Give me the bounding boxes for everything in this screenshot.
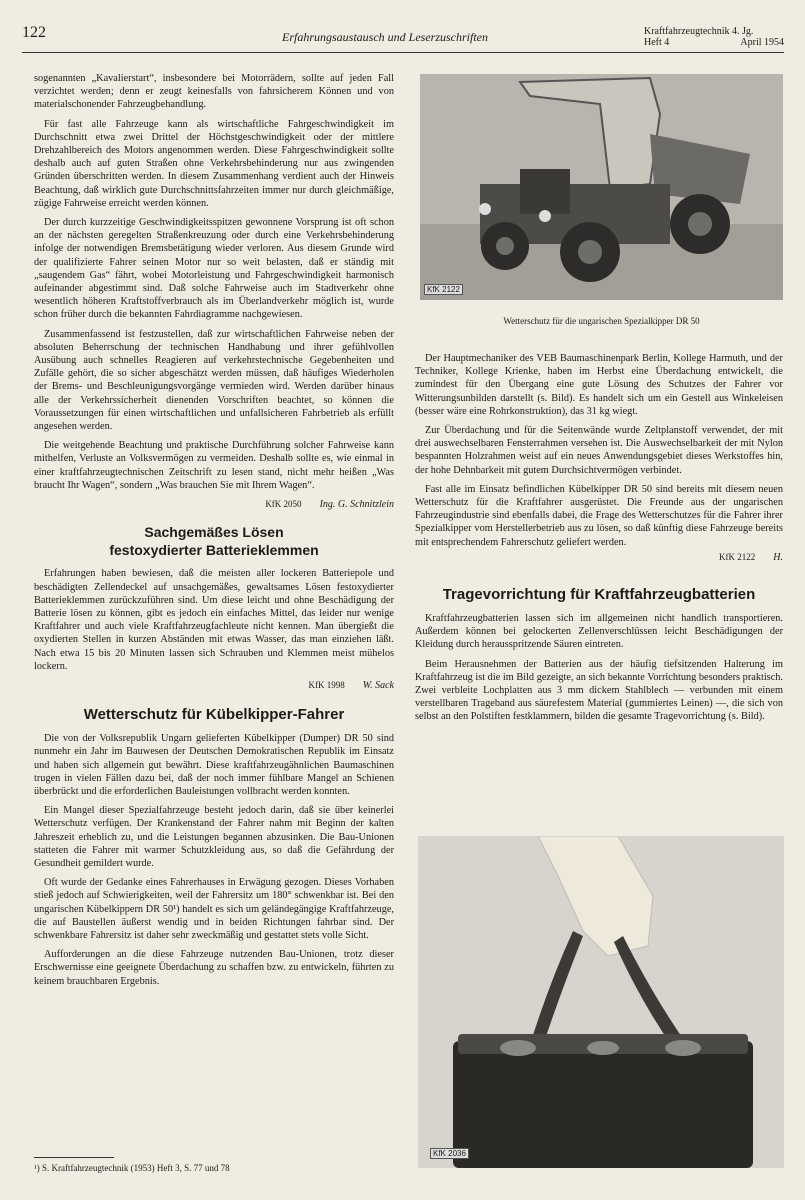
article-heading: Wetterschutz für Kübelkipper-Fahrer <box>83 706 345 724</box>
page-number: 122 <box>22 24 46 41</box>
signature <box>34 498 394 511</box>
signature <box>34 679 394 692</box>
paragraph: Der Hauptmechaniker des VEB Baumaschinenpark Berlin, Kollege Harmuth, und der Techniker, Kollege Krienke, haben im Herbst eine Überdachung entwickelt, die zumindest für den Übergang eine gute Lösung des Schutzes der Fahrer vor Witterungsunbilden darstellt (s. Bild). Es handelt sich um ein Gestell aus Winkeleisen (besser wäre eine Rohrkonstruktion), das 31 kg wiegt. <box>415 353 783 417</box>
paragraph: Die weitgehende Beachtung und praktische Durchführung solcher Fahrweise kann mithelfen, Verluste an Volksvermögen zu vermeiden. Deshalb sollte es, wie einmal in einer kraftfahrzeugtechnischen Zeitschrift zu lesen stand, nicht mehr heißen „Was braucht Ihr Wagen“, sondern „Was brauchen Sie mit Ihrem Wagen“. <box>34 440 394 491</box>
paragraph: Kraftfahrzeugbatterien lassen sich im allgemeinen nicht handlich transportieren. Außerdem können bei gelockerten Zellenverschlüssen leicht Beschädigungen der Kleidung durch herausspritzende Säuren eintreten. <box>415 613 783 651</box>
battery-photo <box>418 836 784 1168</box>
paragraph: Zusammenfassend ist festzustellen, daß zur wirtschaftlichen Fahrweise neben der absoluten Beherrschung der technischen Handhabung und ihrer gefühlvollen Ausübung auch schnelles Reagieren auf verkehrstechnische Gegebenheiten und Zufälle gehört, die so sicher abgeschätzt werden müssen, daß häufiges Wiederholen der Brems- und Beschleunigungsvorgänge vermieden wird. Werden darüber hinaus alle der Verkehrssicherheit dienenden Vorschriften beachtet, so können die Voraussetzungen für einen wirtschaftlichen und unfallsicheren Fahrbetrieb als erfüllt angesehen werden. <box>34 328 394 433</box>
paragraph: Der durch kurzzeitige Geschwindigkeitsspitzen gewonnene Vorsprung ist oft schon an der nächsten geregelten Straßenkreuzung oder durch eine Verkehrsbehinderung infolge der notwendigen Bremsbetätigung wieder verloren. Aus diesem Grunde wird der qualifizierte Fahrer seinen Motor nur so weit belasten, daß er ständig mit „saugendem Gas“ fährt, wobei Motorleistung und Fahrgeschwindigkeit harmonisch aufeinander abgestimmt sind. Daß solche Fahrweise auch im Stadtverkehr ohne wesentlich höheren Kraftstoffverbrauch als im Überlandverkehr möglich ist, wurde schon früher durch die bekannten Fahrdiagramme nachgewiesen. <box>34 217 394 321</box>
paragraph: Die von der Volksrepublik Ungarn gelieferten Kübelkipper (Dumper) DR 50 sind nunmehr ein Jahr im Bauwesen der Deutschen Demokratischen Republik im Einsatz und haben sich allgemein gut bewährt. Diese kraftfahrzeugähnlichen Baumaschinen trugen in vielen Fällen dazu bei, daß der noch immer fühlbare Mangel an Schienen überbrückt und die erforderlichen Bauleistungen vollbracht werden konnten. <box>34 733 394 797</box>
reference-code: KfK 2050 <box>265 499 302 510</box>
reference-code: KfK 1998 <box>308 679 345 690</box>
signature <box>415 551 783 564</box>
photo-label: KfK 2036 <box>430 1148 469 1159</box>
journal-issue: Heft 4 <box>644 37 670 48</box>
article-heading: Tragevorrichtung für Kraftfahrzeugbatterien <box>442 586 756 604</box>
photo-caption: Wetterschutz für die ungarischen Spezialkipper DR 50 <box>503 316 700 326</box>
footnote-rule <box>34 1157 114 1158</box>
left-column <box>34 72 394 994</box>
paragraph: Für fast alle Fahrzeuge kann als wirtschaftliche Fahrgeschwindigkeit im Durchschnitt etwa zwei Drittel der Höchstgeschwindigkeit oder der mittlere Drehzahlbereich des Motors angenommen werden. Diese Fahrgeschwindigkeit sollte deshalb auch auf guten Straßen ohne Verkehrsbehinderung nur aus zwingenden Gründen überschritten werden. In diesem Zusammenhang verdient auch der Hinweis Beachtung, daß wirklich gute Durchschnittsfahrzeiten immer nur durch gleichmäßige, zügige Fahrweise erreicht werden können. <box>34 118 394 209</box>
footnote: ¹) S. Kraftfahrzeugtechnik (1953) Heft 3, S. 77 und 78 <box>34 1163 230 1173</box>
dumper-illustration <box>420 74 783 300</box>
paragraph: Oft wurde der Gedanke eines Fahrerhauses in Erwägung gezogen. Dieses Vorhaben stieß jedoch auf Schwierigkeiten, weil der Fahrersitz um 180° schwenkbar ist. Bei den ungarischen Kübelkippern DR 50¹) handelt es sich um geländegängige Kraftfahrzeuge, die auf Baustellen äußerst wendig und in beiden Richtungen fahrbar sind. Der schwenkbare Fahrersitz ist daher sehr zweckmäßig und gestattet stets volle Sicht. <box>34 877 394 941</box>
paragraph: sogenannten „Kavalierstart“, insbesondere bei Motorrädern, sollte auf jeden Fall verzichtet werden; denn er zeugt keinesfalls von fahrsicherem Können und von materialschonender Fahrzeugbehandlung. <box>34 73 394 111</box>
paragraph: Erfahrungen haben bewiesen, daß die meisten aller lockeren Batteriepole und beschädigten Zellendeckel auf unsachgemäßes, gewaltsames Lösen festoxydierter Batterieklemmen zurückzuführen sind. Um diese leicht und ohne Beschädigung der Batterie lösen zu können, gibt es jedoch ein einfaches Mittel, das leider nur wenige Kraftfahrer und auch viele Kraftfahrzeugfachleute nicht kennen. Man übergießt die oxydierten Stellen in kurzen Abständen mit etwas Wasser, das man einziehen läßt. Nach etwa 15 bis 20 Minuten lassen sich Schrauben und Klemmen meist mühelos lockern. <box>34 568 394 672</box>
article-heading <box>34 523 394 559</box>
author-name: H. <box>773 551 783 563</box>
battery-illustration <box>418 836 784 1168</box>
reference-code: KfK 2122 <box>719 551 756 562</box>
journal-title: Kraftfahrzeugtechnik 4. Jg. <box>644 26 754 37</box>
journal-date: April 1954 <box>740 37 784 48</box>
page-header <box>22 22 784 53</box>
journal-info <box>644 26 784 48</box>
heading-line: festoxydierter Batterieklemmen <box>109 542 319 559</box>
author-name: W. Sack <box>362 679 394 691</box>
heading-line: Sachgemäßes Lösen <box>144 524 284 541</box>
dumper-photo <box>420 74 783 300</box>
author-name: Ing. G. Schnitzlein <box>319 499 394 511</box>
paragraph: Fast alle im Einsatz befindlichen Kübelkipper DR 50 sind bereits mit diesem neuen Wetterschutz für die Kraftfahrer ausgerüstet. Die Freunde aus der ungarischen Fahrzeugindustrie sind ebenfalls dabei, die Frage des Wetterschutzes für die Fahrer ihrer Spezialkipper vom Herstellerbetrieb aus zu lösen, so daß künftig diese Fahrzeuge bereits mit entsprechendem Fahrerschutz geliefert werden. <box>415 483 783 548</box>
right-column <box>415 352 783 730</box>
paragraph: Beim Herausnehmen der Batterien aus der häufig tiefsitzenden Halterung im Kraftfahrzeug ist die im Bild gezeigte, an sich bekannte Vorrichtung besonders praktisch. Zwei verbleite Lochplatten aus 3 mm dickem Stahlblech — verbunden mit einem verstellbaren Trageband aus säurefestem Material (gummiertes Leinen) —, die sich von selbst an den Polstiften festklammern, bilden die gesamte Tragevorrichtung (s. Bild). <box>415 658 783 723</box>
photo-label: KfK 2122 <box>424 284 463 295</box>
running-title: Erfahrungsaustausch und Leserzuschriften <box>282 30 489 44</box>
paragraph: Zur Überdachung und für die Seitenwände wurde Zeltplanstoff verwendet, der mit drei auswechselbaren Fensterrahmen versehen ist. Die Auswechselbarkeit der mit Nylon bespannten Holzrahmen weist auf ein neues Anwendungsgebiet dieses Werkstoffes hin, der hohe Dehnbarkeit mit gutem Durchsichtvermögen verbindet. <box>415 425 783 476</box>
paragraph: Ein Mangel dieser Spezialfahrzeuge besteht jedoch darin, daß sie über keinerlei Wetterschutz verfügen. Der Krankenstand der Fahrer nahm mit Beginn der kalten Jahreszeit erheblich zu, und die Leistungen begannen abzusinken. Die Bau-Unionen statteten die Fahrer mit warmer Schutzkleidung aus, so daß die Gefährdung der Gesundheit gemildert wurde. <box>34 805 394 869</box>
paragraph: Aufforderungen an die diese Fahrzeuge nutzenden Bau-Unionen, trotz dieser Erschwernisse eine geeignete Überdachung zu schaffen bzw. zu entwickeln, führten zu keinem brauchbaren Ergebnis. <box>34 949 394 987</box>
